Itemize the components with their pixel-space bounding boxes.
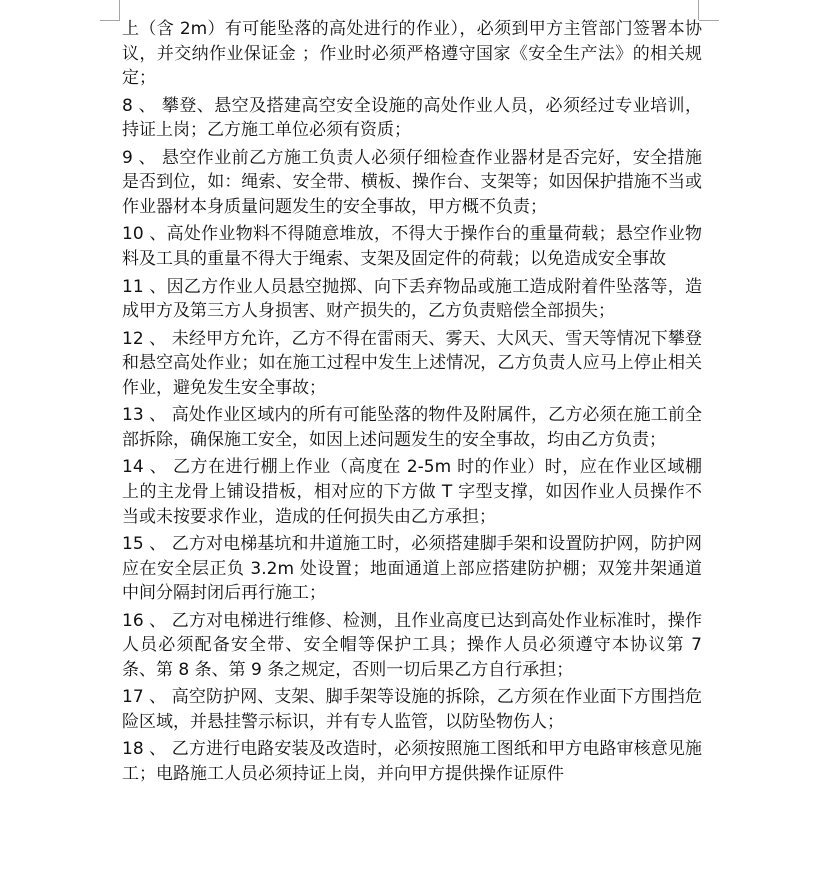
paragraph-item-9: 9 、 悬空作业前乙方施工负责人必须仔细检查作业器材是否完好，安全措施是否到位，如：绳索、安全带、横板、操作台、支架等；如因保护措施不当或作业器材本身质量问题发生的安全事故，甲方概不负责；	[122, 147, 702, 217]
paragraph-item-14: 14 、 乙方在进行棚上作业（高度在 2-5m 时的作业）时，应在作业区域棚上的主龙骨上铺设措板，相对应的下方做 T 字型支撑，如因作业人员操作不当或未按要求作业，造成的任何损失由乙方承担；	[122, 457, 702, 527]
document-body	[122, 17, 702, 790]
paragraph-item-10: 10 、高处作业物料不得随意堆放，不得大于操作台的重量荷载；悬空作业物料及工具的重量不得大于绳索、支架及固定件的荷载；以免造成安全事故	[122, 224, 702, 270]
paragraph-item-16: 16 、 乙方对电梯进行维修、检测，且作业高度已达到高处作业标准时，操作人员必须配备安全带、安全帽等保护工具；操作人员必须遵守本协议第 7 条、第 8 条、第 9 条之规定，否则一切后果乙方自行承担；	[122, 610, 702, 680]
paragraph-item-11: 11 、因乙方作业人员悬空抛掷、向下丢弃物品或施工造成附着件坠落等，造成甲方及第三方人身损害、财产损失的，乙方负责赔偿全部损失；	[122, 276, 702, 322]
paragraph-continued: 上（含 2m）有可能坠落的高处进行的作业），必须到甲方主管部门签署本协议，并交纳作业保证金 ；作业时必须严格遵守国家《安全生产法》的相关规定；	[122, 19, 702, 89]
paragraph-item-12: 12 、 未经甲方允许，乙方不得在雷雨天、雾天、大风天、雪天等情况下攀登和悬空高处作业；如在施工过程中发生上述情况，乙方负责人应马上停止相关作业，避免发生安全事故；	[122, 328, 702, 398]
paragraph-item-8: 8 、 攀登、悬空及搭建高空安全设施的高处作业人员，必须经过专业培训，持证上岗；乙方施工单位必须有资质；	[122, 95, 702, 141]
paragraph-item-15: 15 、 乙方对电梯基坑和井道施工时，必须搭建脚手架和设置防护网，防护网应在安全层正负 3.2m 处设置；地面通道上部应搭建防护棚；双笼井架通道中间分隔封闭后再行施工；	[122, 534, 702, 604]
paragraph-item-18: 18 、 乙方进行电路安装及改造时，必须按照施工图纸和甲方电路审核意见施工；电路施工人员必须持证上岗，并向甲方提供操作证原件	[122, 739, 702, 785]
paragraph-item-13: 13 、 高处作业区域内的所有可能坠落的物件及附属件，乙方必须在施工前全部拆除，确保施工安全，如因上述问题发生的安全事故，均由乙方负责；	[122, 405, 702, 450]
left-margin-corner-mark	[119, 0, 120, 20]
paragraph-item-17: 17 、 高空防护网、支架、脚手架等设施的拆除，乙方须在作业面下方围挡危险区域，并悬挂警示标识，并有专人监管，以防坠物伤人；	[122, 687, 702, 732]
